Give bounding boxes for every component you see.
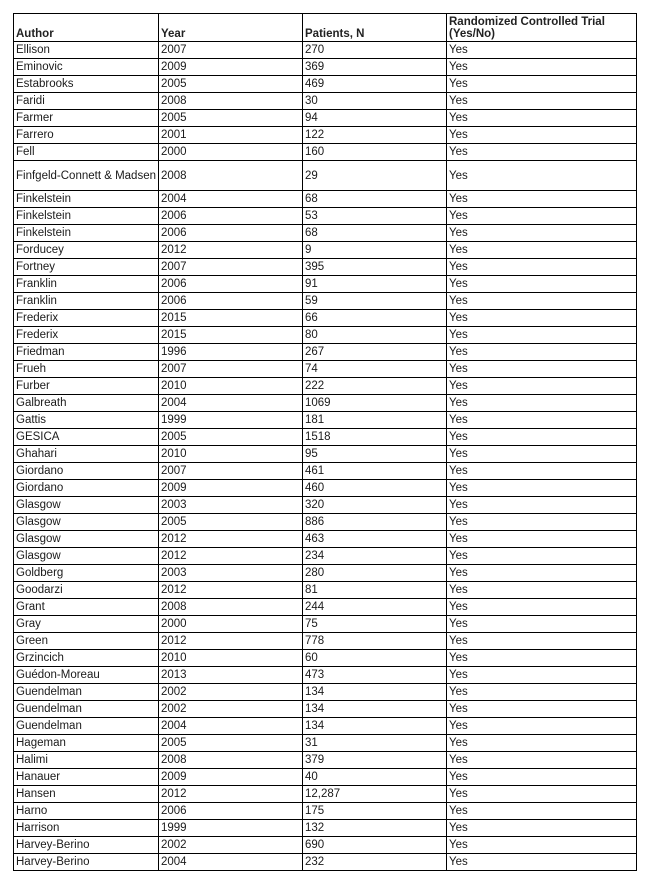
table-row <box>14 378 637 395</box>
table-row <box>14 161 637 191</box>
cell-author: Gattis <box>14 412 159 429</box>
cell-author: Furber <box>14 378 159 395</box>
cell-year: 2006 <box>159 293 303 310</box>
cell-patients: 280 <box>303 565 447 582</box>
cell-patients: 222 <box>303 378 447 395</box>
cell-rct: Yes <box>447 735 637 752</box>
cell-year: 2010 <box>159 650 303 667</box>
cell-rct: Yes <box>447 276 637 293</box>
cell-rct: Yes <box>447 446 637 463</box>
cell-year: 2002 <box>159 701 303 718</box>
cell-rct: Yes <box>447 327 637 344</box>
cell-patients: 94 <box>303 110 447 127</box>
cell-rct: Yes <box>447 701 637 718</box>
cell-patients: 134 <box>303 684 447 701</box>
table-row <box>14 110 637 127</box>
cell-patients: 31 <box>303 735 447 752</box>
header-author: Author <box>14 14 159 42</box>
table-row <box>14 259 637 276</box>
cell-year: 2006 <box>159 276 303 293</box>
cell-patients: 29 <box>303 161 447 191</box>
cell-year: 2006 <box>159 803 303 820</box>
cell-rct: Yes <box>447 565 637 582</box>
cell-patients: 463 <box>303 531 447 548</box>
cell-rct: Yes <box>447 395 637 412</box>
cell-year: 2004 <box>159 395 303 412</box>
header-year: Year <box>159 14 303 42</box>
cell-year: 2008 <box>159 161 303 191</box>
cell-author: Hanauer <box>14 769 159 786</box>
table-row <box>14 76 637 93</box>
cell-year: 2009 <box>159 59 303 76</box>
cell-patients: 134 <box>303 701 447 718</box>
cell-author: Ghahari <box>14 446 159 463</box>
cell-patients: 395 <box>303 259 447 276</box>
cell-year: 2006 <box>159 225 303 242</box>
cell-patients: 66 <box>303 310 447 327</box>
cell-author: Grant <box>14 599 159 616</box>
cell-patients: 75 <box>303 616 447 633</box>
table-row <box>14 531 637 548</box>
cell-rct: Yes <box>447 310 637 327</box>
cell-patients: 160 <box>303 144 447 161</box>
cell-rct: Yes <box>447 582 637 599</box>
table-row <box>14 650 637 667</box>
cell-year: 2012 <box>159 531 303 548</box>
table-row <box>14 735 637 752</box>
cell-patients: 40 <box>303 769 447 786</box>
table-row <box>14 803 637 820</box>
cell-author: Giordano <box>14 480 159 497</box>
cell-year: 2010 <box>159 378 303 395</box>
cell-patients: 91 <box>303 276 447 293</box>
cell-author: Guendelman <box>14 718 159 735</box>
table-row <box>14 310 637 327</box>
cell-rct: Yes <box>447 463 637 480</box>
cell-author: Hansen <box>14 786 159 803</box>
cell-year: 2004 <box>159 854 303 871</box>
cell-patients: 53 <box>303 208 447 225</box>
table-row <box>14 59 637 76</box>
cell-author: Goodarzi <box>14 582 159 599</box>
cell-author: Harrison <box>14 820 159 837</box>
cell-rct: Yes <box>447 531 637 548</box>
cell-rct: Yes <box>447 144 637 161</box>
table-row <box>14 582 637 599</box>
table-row <box>14 514 637 531</box>
cell-year: 2012 <box>159 786 303 803</box>
cell-patients: 60 <box>303 650 447 667</box>
cell-year: 2009 <box>159 480 303 497</box>
cell-year: 2000 <box>159 144 303 161</box>
cell-year: 2005 <box>159 110 303 127</box>
cell-author: Faridi <box>14 93 159 110</box>
table-row <box>14 446 637 463</box>
cell-rct: Yes <box>447 412 637 429</box>
cell-rct: Yes <box>447 259 637 276</box>
table-row <box>14 344 637 361</box>
cell-rct: Yes <box>447 127 637 144</box>
cell-rct: Yes <box>447 191 637 208</box>
cell-author: Harvey-Berino <box>14 837 159 854</box>
cell-patients: 244 <box>303 599 447 616</box>
cell-rct: Yes <box>447 718 637 735</box>
table-row <box>14 786 637 803</box>
table-row <box>14 497 637 514</box>
cell-author: Glasgow <box>14 497 159 514</box>
cell-author: Hageman <box>14 735 159 752</box>
cell-rct: Yes <box>447 242 637 259</box>
cell-author: Frueh <box>14 361 159 378</box>
cell-patients: 30 <box>303 93 447 110</box>
cell-author: Gray <box>14 616 159 633</box>
cell-rct: Yes <box>447 650 637 667</box>
header-patients: Patients, N <box>303 14 447 42</box>
cell-patients: 59 <box>303 293 447 310</box>
cell-year: 2007 <box>159 42 303 59</box>
table-row <box>14 276 637 293</box>
cell-patients: 267 <box>303 344 447 361</box>
cell-author: Friedman <box>14 344 159 361</box>
table-row <box>14 42 637 59</box>
cell-author: Finkelstein <box>14 191 159 208</box>
cell-rct: Yes <box>447 344 637 361</box>
cell-rct: Yes <box>447 803 637 820</box>
cell-year: 2000 <box>159 616 303 633</box>
cell-author: Glasgow <box>14 514 159 531</box>
cell-patients: 461 <box>303 463 447 480</box>
cell-author: Halimi <box>14 752 159 769</box>
cell-patients: 12,287 <box>303 786 447 803</box>
cell-author: Galbreath <box>14 395 159 412</box>
cell-author: Farmer <box>14 110 159 127</box>
cell-patients: 379 <box>303 752 447 769</box>
cell-patients: 460 <box>303 480 447 497</box>
table-row <box>14 769 637 786</box>
table-body <box>14 42 637 871</box>
cell-patients: 80 <box>303 327 447 344</box>
cell-patients: 9 <box>303 242 447 259</box>
cell-author: Fortney <box>14 259 159 276</box>
cell-patients: 469 <box>303 76 447 93</box>
cell-author: Guédon-Moreau <box>14 667 159 684</box>
cell-author: Finkelstein <box>14 225 159 242</box>
cell-year: 2007 <box>159 463 303 480</box>
cell-year: 2003 <box>159 497 303 514</box>
table-row <box>14 327 637 344</box>
cell-patients: 95 <box>303 446 447 463</box>
cell-author: Franklin <box>14 293 159 310</box>
cell-year: 2012 <box>159 633 303 650</box>
cell-year: 2007 <box>159 259 303 276</box>
cell-rct: Yes <box>447 599 637 616</box>
cell-patients: 181 <box>303 412 447 429</box>
cell-author: Glasgow <box>14 548 159 565</box>
cell-patients: 1518 <box>303 429 447 446</box>
header-row <box>14 14 637 42</box>
table-row <box>14 854 637 871</box>
cell-patients: 81 <box>303 582 447 599</box>
cell-rct: Yes <box>447 514 637 531</box>
table-row <box>14 242 637 259</box>
table-row <box>14 718 637 735</box>
cell-patients: 778 <box>303 633 447 650</box>
cell-author: Ellison <box>14 42 159 59</box>
cell-patients: 886 <box>303 514 447 531</box>
table-row <box>14 395 637 412</box>
cell-rct: Yes <box>447 752 637 769</box>
cell-author: Harno <box>14 803 159 820</box>
cell-author: Glasgow <box>14 531 159 548</box>
cell-year: 2008 <box>159 93 303 110</box>
table-row <box>14 191 637 208</box>
cell-rct: Yes <box>447 633 637 650</box>
cell-year: 2005 <box>159 735 303 752</box>
cell-rct: Yes <box>447 820 637 837</box>
cell-rct: Yes <box>447 293 637 310</box>
cell-year: 2003 <box>159 565 303 582</box>
cell-author: Frederix <box>14 327 159 344</box>
cell-patients: 369 <box>303 59 447 76</box>
cell-rct: Yes <box>447 616 637 633</box>
cell-author: GESICA <box>14 429 159 446</box>
table-row <box>14 684 637 701</box>
cell-author: Giordano <box>14 463 159 480</box>
cell-year: 2005 <box>159 76 303 93</box>
cell-rct: Yes <box>447 208 637 225</box>
table-row <box>14 616 637 633</box>
cell-year: 2008 <box>159 599 303 616</box>
cell-patients: 74 <box>303 361 447 378</box>
cell-year: 2015 <box>159 310 303 327</box>
table-row <box>14 752 637 769</box>
studies-table <box>13 13 637 871</box>
table-row <box>14 548 637 565</box>
table-row <box>14 429 637 446</box>
table-row <box>14 208 637 225</box>
table-row <box>14 361 637 378</box>
cell-author: Goldberg <box>14 565 159 582</box>
cell-year: 1996 <box>159 344 303 361</box>
table-row <box>14 480 637 497</box>
cell-patients: 175 <box>303 803 447 820</box>
cell-year: 2013 <box>159 667 303 684</box>
cell-rct: Yes <box>447 110 637 127</box>
cell-patients: 270 <box>303 42 447 59</box>
cell-rct: Yes <box>447 769 637 786</box>
cell-patients: 690 <box>303 837 447 854</box>
table-header <box>14 14 637 42</box>
table-row <box>14 701 637 718</box>
table-row <box>14 144 637 161</box>
header-rct: Randomized Controlled Trial (Yes/No) <box>447 14 637 42</box>
table-row <box>14 820 637 837</box>
cell-year: 2012 <box>159 242 303 259</box>
cell-year: 1999 <box>159 820 303 837</box>
cell-author: Eminovic <box>14 59 159 76</box>
cell-rct: Yes <box>447 667 637 684</box>
cell-author: Frederix <box>14 310 159 327</box>
cell-author: Estabrooks <box>14 76 159 93</box>
cell-patients: 473 <box>303 667 447 684</box>
table-row <box>14 412 637 429</box>
cell-rct: Yes <box>447 497 637 514</box>
cell-author: Green <box>14 633 159 650</box>
table-row <box>14 127 637 144</box>
cell-year: 2004 <box>159 191 303 208</box>
cell-rct: Yes <box>447 786 637 803</box>
cell-patients: 122 <box>303 127 447 144</box>
cell-year: 2005 <box>159 429 303 446</box>
cell-year: 2004 <box>159 718 303 735</box>
table-row <box>14 565 637 582</box>
cell-patients: 234 <box>303 548 447 565</box>
cell-rct: Yes <box>447 429 637 446</box>
cell-year: 2008 <box>159 752 303 769</box>
cell-rct: Yes <box>447 76 637 93</box>
cell-rct: Yes <box>447 684 637 701</box>
cell-year: 2010 <box>159 446 303 463</box>
cell-year: 2007 <box>159 361 303 378</box>
table-row <box>14 463 637 480</box>
cell-rct: Yes <box>447 480 637 497</box>
cell-author: Grzincich <box>14 650 159 667</box>
cell-year: 1999 <box>159 412 303 429</box>
cell-year: 2006 <box>159 208 303 225</box>
cell-author: Finkelstein <box>14 208 159 225</box>
table-row <box>14 633 637 650</box>
table-row <box>14 599 637 616</box>
cell-author: Fell <box>14 144 159 161</box>
cell-rct: Yes <box>447 225 637 242</box>
cell-year: 2009 <box>159 769 303 786</box>
cell-patients: 1069 <box>303 395 447 412</box>
cell-rct: Yes <box>447 59 637 76</box>
cell-author: Farrero <box>14 127 159 144</box>
cell-year: 2012 <box>159 548 303 565</box>
cell-rct: Yes <box>447 854 637 871</box>
cell-author: Finfgeld-Connett & Madsen <box>14 161 159 191</box>
cell-rct: Yes <box>447 42 637 59</box>
cell-year: 2012 <box>159 582 303 599</box>
cell-author: Guendelman <box>14 701 159 718</box>
table-row <box>14 93 637 110</box>
table-row <box>14 293 637 310</box>
cell-year: 2002 <box>159 837 303 854</box>
cell-author: Forducey <box>14 242 159 259</box>
cell-rct: Yes <box>447 361 637 378</box>
cell-patients: 68 <box>303 191 447 208</box>
cell-rct: Yes <box>447 93 637 110</box>
cell-rct: Yes <box>447 837 637 854</box>
cell-patients: 68 <box>303 225 447 242</box>
table-row <box>14 225 637 242</box>
cell-rct: Yes <box>447 378 637 395</box>
cell-patients: 134 <box>303 718 447 735</box>
cell-author: Harvey-Berino <box>14 854 159 871</box>
table-row <box>14 837 637 854</box>
cell-patients: 232 <box>303 854 447 871</box>
cell-rct: Yes <box>447 161 637 191</box>
cell-patients: 132 <box>303 820 447 837</box>
cell-year: 2005 <box>159 514 303 531</box>
cell-author: Guendelman <box>14 684 159 701</box>
cell-patients: 320 <box>303 497 447 514</box>
table-row <box>14 667 637 684</box>
cell-year: 2015 <box>159 327 303 344</box>
cell-year: 2001 <box>159 127 303 144</box>
cell-author: Franklin <box>14 276 159 293</box>
cell-rct: Yes <box>447 548 637 565</box>
cell-year: 2002 <box>159 684 303 701</box>
